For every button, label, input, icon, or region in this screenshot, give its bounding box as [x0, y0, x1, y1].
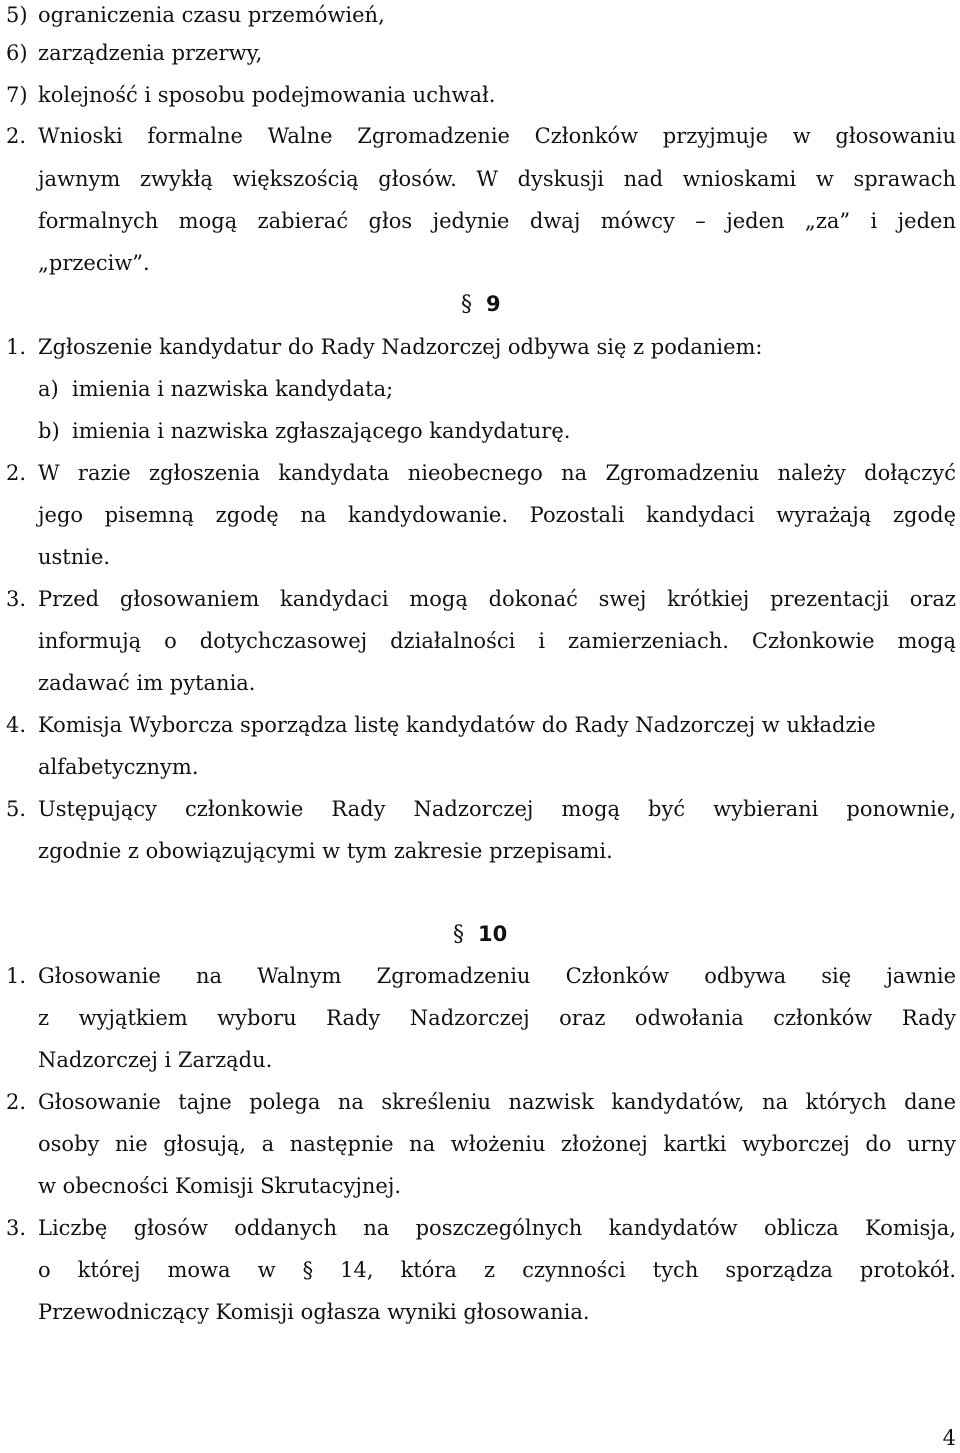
- list-item-number: 6): [6, 41, 28, 65]
- sub-list-marker: b): [38, 419, 60, 443]
- paragraph-text: Ustępujący członkowie Rady Nadzorczej mogą być wybierani ponownie,: [38, 797, 956, 821]
- list-item-text: zarządzenia przerwy,: [38, 41, 263, 65]
- paragraph-text: Przewodniczący Komisji ogłasza wyniki głosowania.: [38, 1300, 590, 1324]
- paragraph-number: 1.: [6, 964, 27, 988]
- paragraph-number: 2.: [6, 1090, 27, 1114]
- list-item-number: 7): [6, 83, 28, 107]
- paragraph-text: z wyjątkiem wyboru Rady Nadzorczej oraz odwołania członków Rady: [38, 1006, 956, 1030]
- page-number: 4: [942, 1426, 956, 1450]
- paragraph-text: Głosowanie na Walnym Zgromadzeniu Członków odbywa się jawnie: [38, 964, 956, 988]
- list-item-text: ograniczenia czasu przemówień,: [38, 3, 385, 27]
- paragraph-text: zadawać im pytania.: [38, 671, 256, 695]
- sub-list-text: imienia i nazwiska zgłaszającego kandydaturę.: [72, 419, 571, 443]
- paragraph-text: ustnie.: [38, 545, 111, 569]
- paragraph-number: 1.: [6, 335, 27, 359]
- sub-list-text: imienia i nazwiska kandydata;: [72, 377, 394, 401]
- paragraph-number: 2.: [6, 124, 27, 148]
- paragraph-text: Zgłoszenie kandydatur do Rady Nadzorczej odbywa się z podaniem:: [38, 335, 763, 359]
- paragraph-text: Liczbę głosów oddanych na poszczególnych kandydatów oblicza Komisja,: [38, 1216, 956, 1240]
- section-number: 9: [486, 292, 501, 316]
- section-heading-10: [453, 919, 960, 950]
- list-item-text: kolejność i sposobu podejmowania uchwał.: [38, 83, 496, 107]
- section-number: 10: [478, 922, 508, 946]
- paragraph-text: W razie zgłoszenia kandydata nieobecnego na Zgromadzeniu należy dołączyć: [38, 461, 956, 485]
- paragraph-number: 3.: [6, 587, 27, 611]
- paragraph-number: 2.: [6, 461, 27, 485]
- paragraph-number: 3.: [6, 1216, 27, 1240]
- paragraph-text: Nadzorczej i Zarządu.: [38, 1048, 273, 1072]
- paragraph-number: 4.: [6, 713, 27, 737]
- section-heading-9: [461, 289, 960, 320]
- paragraph-text: Wnioski formalne Walne Zgromadzenie Członków przyjmuje w głosowaniu: [38, 124, 956, 148]
- paragraph-text: jawnym zwykłą większością głosów. W dyskusji nad wnioskami w sprawach: [38, 167, 956, 191]
- section-sign-icon: §: [453, 922, 464, 947]
- paragraph-text: zgodnie z obowiązującymi w tym zakresie przepisami.: [38, 839, 613, 863]
- list-item-number: 5): [6, 3, 28, 27]
- paragraph-text: osoby nie głosują, a następnie na włożeniu złożonej kartki wyborczej do urny: [38, 1132, 956, 1156]
- paragraph-number: 5.: [6, 797, 27, 821]
- paragraph-text: o której mowa w § 14, która z czynności tych sporządza protokół.: [38, 1258, 956, 1282]
- paragraph-text: w obecności Komisji Skrutacyjnej.: [38, 1174, 402, 1198]
- paragraph-text: alfabetycznym.: [38, 755, 199, 779]
- section-sign-icon: §: [461, 292, 472, 317]
- paragraph-text: Przed głosowaniem kandydaci mogą dokonać swej krótkiej prezentacji oraz: [38, 587, 956, 611]
- paragraph-text: Głosowanie tajne polega na skreśleniu nazwisk kandydatów, na których dane: [38, 1090, 956, 1114]
- paragraph-text: „przeciw”.: [38, 251, 150, 275]
- paragraph-text: Komisja Wyborcza sporządza listę kandydatów do Rady Nadzorczej w układzie: [38, 713, 876, 737]
- paragraph-text: jego pisemną zgodę na kandydowanie. Pozostali kandydaci wyrażają zgodę: [38, 503, 956, 527]
- sub-list-marker: a): [38, 377, 59, 401]
- paragraph-text: informują o dotychczasowej działalności i zamierzeniach. Członkowie mogą: [38, 629, 956, 653]
- paragraph-text: formalnych mogą zabierać głos jedynie dwaj mówcy – jeden „za” i jeden: [38, 209, 956, 233]
